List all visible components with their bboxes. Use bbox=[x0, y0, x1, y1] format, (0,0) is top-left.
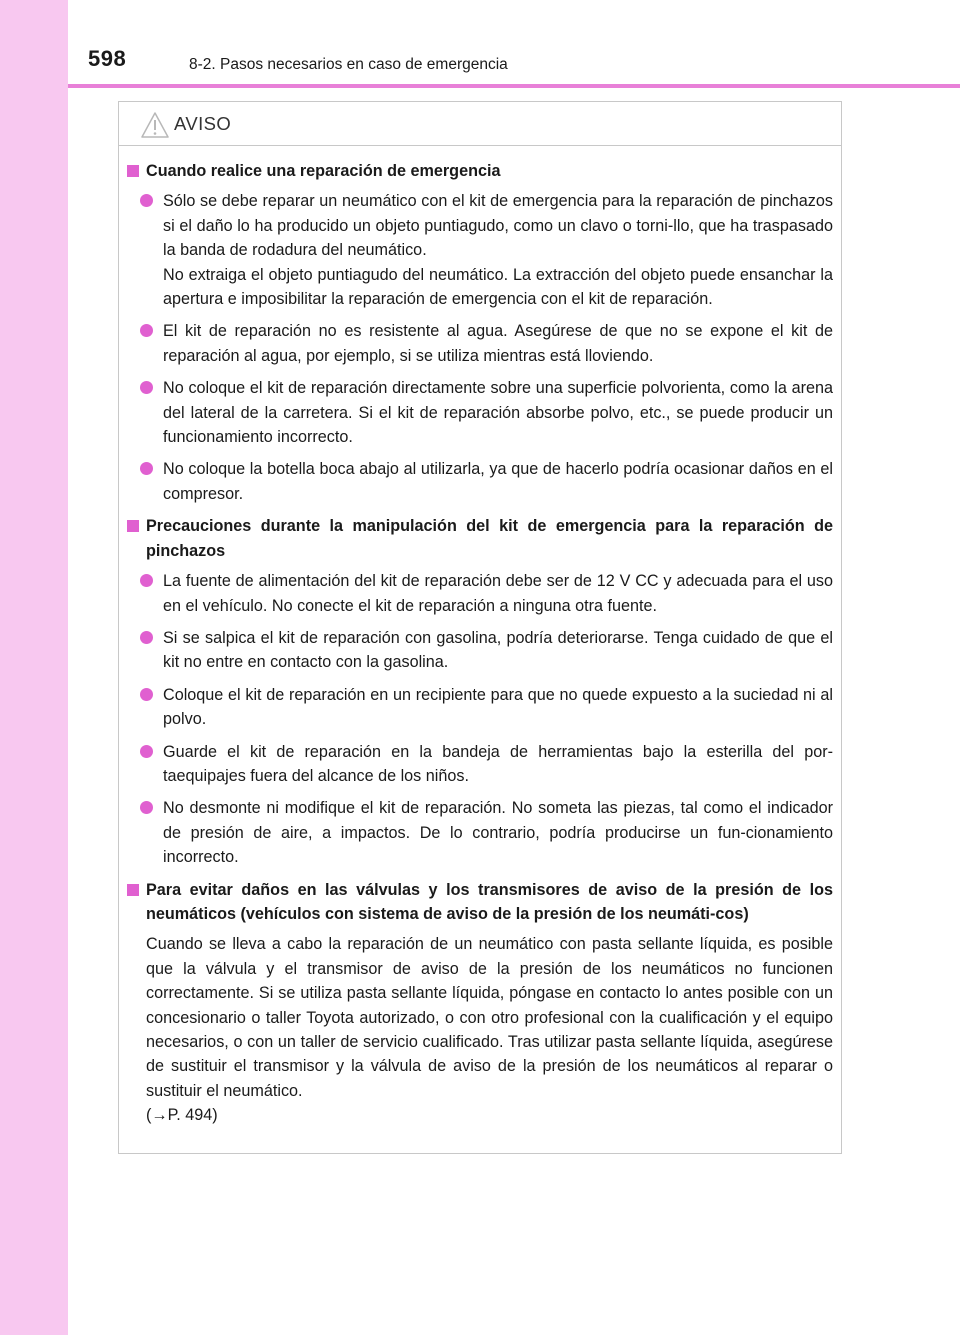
section-heading bbox=[127, 159, 833, 183]
item-text: El kit de reparación no es resistente al agua. Asegúrese de que no se expone el kit de reparación al agua, por ejemplo, si se utiliza mientras está lloviendo. bbox=[163, 322, 833, 365]
list-item bbox=[127, 796, 833, 869]
heading-text: Para evitar daños en las válvulas y los transmisores de aviso de la presión de los neumáticos (vehículos con sistema de aviso de la presión de los neumáti-cos) bbox=[146, 880, 833, 923]
item-text: No desmonte ni modifique el kit de reparación. No someta las piezas, tal como el indicador de presión de aire, a impactos. De lo contrario, podría producirse un fun-cionamiento incorrecto. bbox=[163, 799, 833, 867]
paragraph-text: Cuando se lleva a cabo la reparación de un neumático con pasta sellante líquida, es posible que la válvula y el transmisor de aviso de la presión de los neumáticos no funcionen correctamente. Si se utiliza pasta sellante líquida, póngase en contacto lo antes posible con un concesionario o taller Toyota autorizado, o con otro profesional con la cualificación y el equipo necesarios, o con un taller de servicio cualificado. Tras utilizar pasta sellante líquida, asegúrese de sustituir el transmisor y la válvula de aviso de la presión de los neumáticos al reparar o sustituir el neumático. bbox=[146, 935, 833, 1100]
item-text: No coloque el kit de reparación directamente sobre una superficie polvorienta, como la arena del lateral de la carretera. Si el kit de reparación absorbe polvo, etc., se puede producir un funcionamiento incorrecto. bbox=[163, 379, 833, 447]
square-bullet-icon bbox=[127, 165, 139, 177]
circle-bullet-icon bbox=[140, 745, 153, 758]
item-text: No extraiga el objeto puntiagudo del neumático. La extracción del objeto puede ensanchar la apertura e imposibilitar la reparación de emergencia con el kit de reparación. bbox=[163, 265, 833, 309]
item-text: La fuente de alimentación del kit de reparación debe ser de 12 V CC y adecuada para el uso en el vehículo. No conecte el kit de reparación a ninguna otra fuente. bbox=[163, 572, 833, 615]
item-text: Si se salpica el kit de reparación con gasolina, podría deteriorarse. Tenga cuidado de que el kit no entre en contacto con la gasolina. bbox=[163, 628, 833, 672]
page-edge-tab bbox=[0, 0, 68, 1335]
square-bullet-icon bbox=[127, 884, 139, 896]
circle-bullet-icon bbox=[140, 324, 153, 337]
list-item bbox=[127, 319, 833, 368]
circle-bullet-icon bbox=[140, 631, 153, 644]
warning-box bbox=[118, 101, 842, 1154]
item-text: Guarde el kit de reparación en la bandeja de herramientas bajo la esterilla del por-taequipajes fuera del alcance de los niños. bbox=[163, 742, 833, 785]
header-rule bbox=[68, 84, 960, 88]
section-heading bbox=[127, 878, 833, 927]
section-heading bbox=[127, 514, 833, 563]
item-text: Sólo se debe reparar un neumático con el kit de emergencia para la reparación de pinchazos si el daño lo ha producido un objeto puntiagudo, como un clavo o torni-llo, que ha traspasado la banda de rodadura del neumático. bbox=[163, 192, 833, 260]
item-text: No coloque la botella boca abajo al utilizarla, ya que de hacerlo podría ocasionar daños en el compresor. bbox=[163, 460, 833, 503]
list-item bbox=[127, 569, 833, 618]
warning-header bbox=[119, 102, 841, 146]
circle-bullet-icon bbox=[140, 688, 153, 701]
item-text: Coloque el kit de reparación en un recipiente para que no quede expuesto a la suciedad ni al polvo. bbox=[163, 685, 833, 729]
section-paragraph bbox=[127, 932, 833, 1127]
circle-bullet-icon bbox=[140, 801, 153, 814]
list-item bbox=[127, 376, 833, 449]
warning-label: AVISO bbox=[174, 113, 232, 134]
list-item bbox=[127, 189, 833, 311]
warning-content bbox=[127, 159, 833, 1128]
heading-text: Precauciones durante la manipulación del kit de emergencia para la reparación de pinchazos bbox=[146, 517, 833, 560]
page-reference-link[interactable]: (→P. 494) bbox=[146, 1106, 218, 1125]
circle-bullet-icon bbox=[140, 194, 153, 207]
page-number: 598 bbox=[88, 46, 127, 71]
list-item bbox=[127, 457, 833, 506]
circle-bullet-icon bbox=[140, 462, 153, 475]
circle-bullet-icon bbox=[140, 381, 153, 394]
list-item bbox=[127, 740, 833, 789]
circle-bullet-icon bbox=[140, 574, 153, 587]
section-title: 8-2. Pasos necesarios en caso de emergencia bbox=[189, 56, 508, 73]
warning-triangle-icon bbox=[140, 111, 170, 139]
heading-text: Cuando realice una reparación de emergencia bbox=[146, 162, 501, 180]
square-bullet-icon bbox=[127, 520, 139, 532]
list-item bbox=[127, 626, 833, 675]
list-item bbox=[127, 683, 833, 732]
